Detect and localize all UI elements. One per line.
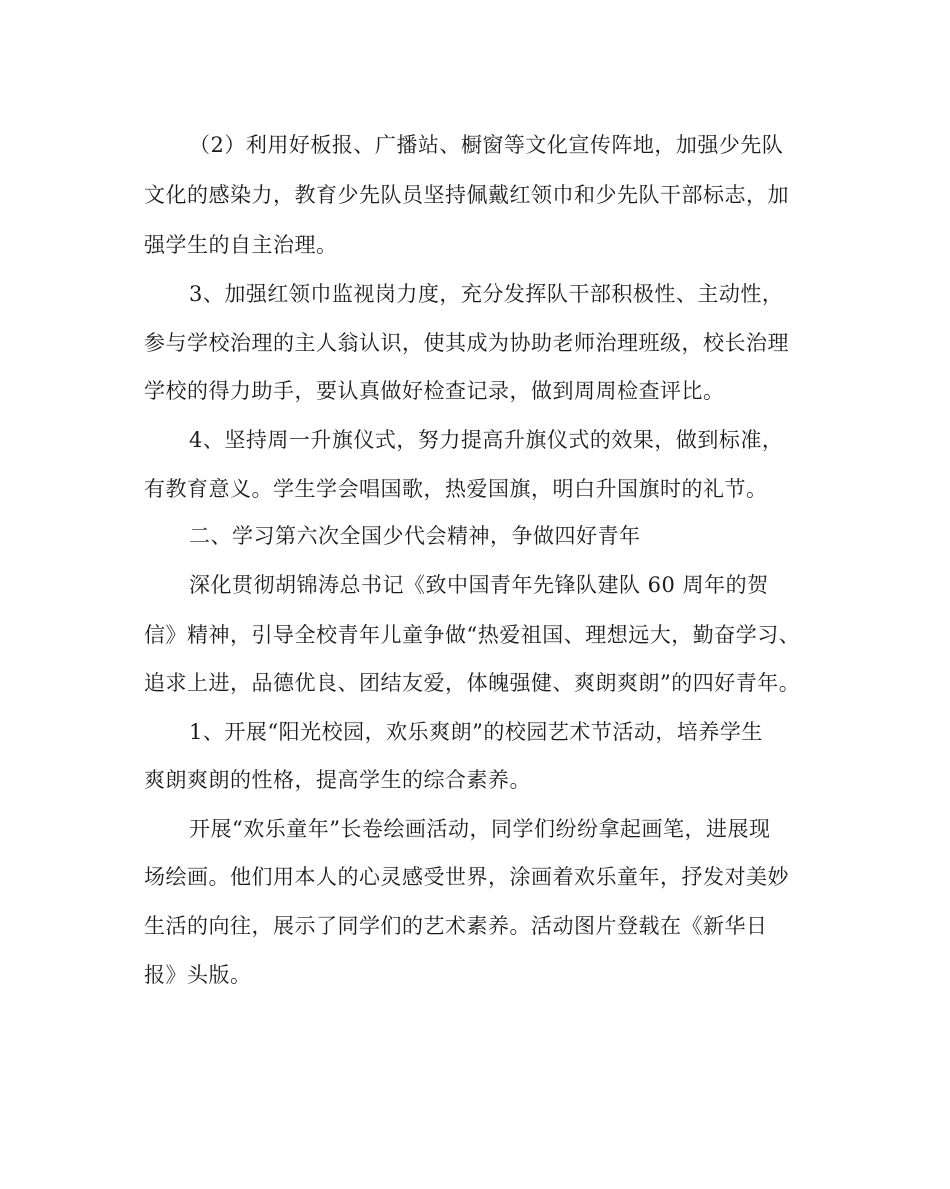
paragraph-line: （2）利用好板报、广播站、橱窗等文化宣传阵地，加强少先队 — [189, 133, 784, 157]
paragraph-line: 信》精神，引导全校青年儿童争做“热爱祖国、理想远大，勤奋学习、 — [144, 623, 801, 647]
paragraph-line: 3、加强红领巾监视岗力度，充分发挥队干部积极性、主动性， — [189, 282, 784, 306]
paragraph-line: 追求上进，品德优良、团结友爱，体魄强健、爽朗爽朗”的四好青年。 — [144, 671, 801, 695]
paragraph-line: 有教育意义。学生学会唱国歌，热爱国旗，明白升国旗时的礼节。 — [144, 477, 768, 501]
paragraph-line: 1、开展“阳光校园，欢乐爽朗”的校园艺术节活动，培养学生 — [189, 720, 763, 744]
paragraph-line: 学校的得力助手，要认真做好检查记录，做到周周检查评比。 — [144, 379, 725, 403]
paragraph-line: 生活的向往，展示了同学们的艺术素养。活动图片登载在《新华日 — [144, 914, 768, 938]
paragraph-line: 爽朗爽朗的性格，提高学生的综合素养。 — [144, 768, 531, 792]
paragraph-line: 报》头版。 — [144, 963, 252, 987]
paragraph-line: 场绘画。他们用本人的心灵感受世界，涂画着欢乐童年，抒发对美妙 — [144, 865, 789, 889]
paragraph-line: 深化贯彻胡锦涛总书记《致中国青年先锋队建队 60 周年的贺 — [189, 573, 769, 597]
section-heading: 二、学习第六次全国少代会精神，争做四好青年 — [189, 524, 641, 548]
paragraph-line: 强学生的自主治理。 — [144, 233, 338, 257]
paragraph-line: 参与学校治理的主人翁认识，使其成为协助老师治理班级，校长治理 — [144, 331, 789, 355]
paragraph-line: 4、坚持周一升旗仪式，努力提高升旗仪式的效果，做到标准， — [189, 428, 784, 452]
paragraph-line: 文化的感染力，教育少先队员坚持佩戴红领巾和少先队干部标志，加 — [144, 183, 789, 207]
paragraph-line: 开展“欢乐童年”长卷绘画活动，同学们纷纷拿起画笔，进展现 — [189, 817, 771, 841]
